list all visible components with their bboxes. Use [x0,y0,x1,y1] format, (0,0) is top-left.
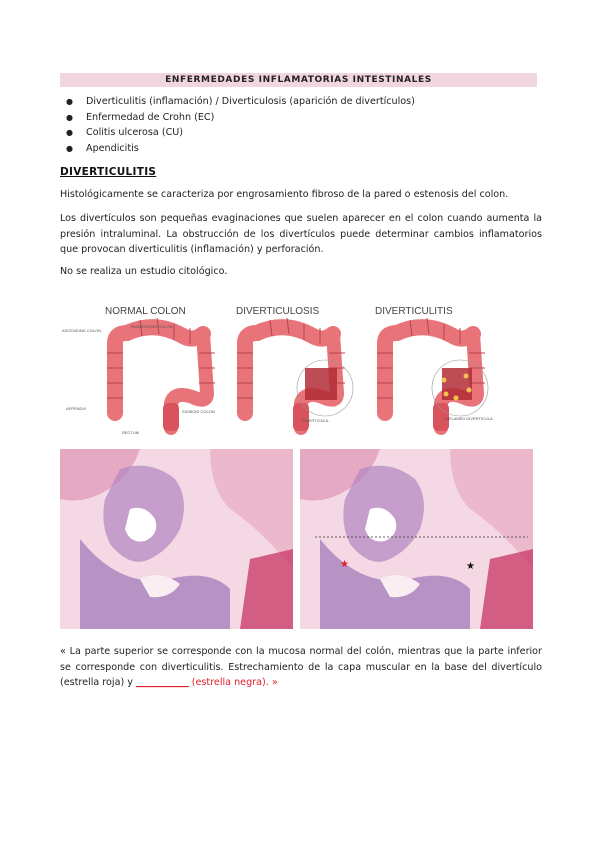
caption-red-text: (estrella negra). » [188,677,278,688]
topic-list [66,94,415,156]
list-item-text: Colitis ulcerosa (CU) [86,127,184,138]
page-title-banner [60,73,537,87]
paragraph-cytology: No se realiza un estudio citológico. [60,266,228,277]
paragraph-diverticula: Los divertículos son pequeñas evaginaciones que suelen aparecer en el colon cuando aumenta la presión intraluminal. La obstrucción de los divertículos puede determinar cambios inflamatorios que provocan diverticulitis (inflamación) y perforación. [60,213,542,255]
bullet-icon: ● [66,97,73,106]
caption-text: « La parte superior se corresponde con la mucosa normal del colón, mientras que la parte inferior se corresponde con diverticulitis. Estrechamiento de la capa muscular en la base del divertículo (estrella roja) y [60,646,542,688]
figure-caption [60,644,542,691]
panel-title-normal: NORMAL COLON [105,306,186,317]
panel-title-diverticulitis: DIVERTICULITIS [375,306,453,317]
label-inflamed: INFLAMED DIVERTICULA [445,416,493,421]
list-item [66,110,415,126]
colon-diagram [60,298,500,440]
label-sigmoid: SIGMOID COLON [182,409,215,414]
label-diverticula: DIVERTICULA [302,418,329,423]
histology-image-right [300,449,533,629]
label-appendix: APPENDIX [66,406,87,411]
normal-colon-illustration [107,318,215,431]
panel-title-diverticulosis: DIVERTICULOSIS [236,306,320,317]
label-transverse: TRANSVERSE COLON [130,324,173,329]
page-title: ENFERMEDADES INFLAMATORIAS INTESTINALES [165,75,432,85]
list-item-text: Enfermedad de Crohn (EC) [86,111,215,123]
paragraph-histology: Histológicamente se caracteriza por engrosamiento fibroso de la pared o estenosis del colon. [60,189,509,200]
bullet-icon: ● [66,143,73,153]
label-ascending: ASCENDING COLON [62,328,102,333]
section-heading: DIVERTICULITIS [60,166,157,178]
bullet-icon: ● [66,112,73,122]
list-item [66,141,415,157]
list-item [66,125,415,141]
list-item [66,94,415,110]
list-item-text: Apendicitis [86,142,139,154]
histology-image-left [60,449,293,629]
list-item-text: Diverticulitis (inflamación) / Diverticulosis (aparición de divertículos) [86,96,415,107]
red-star-icon: ★ [340,559,349,570]
black-star-icon: ★ [466,561,475,572]
bullet-icon: ● [66,128,73,137]
label-rectum: RECTUM [122,430,140,435]
caption-blank: ___________ [135,677,189,688]
